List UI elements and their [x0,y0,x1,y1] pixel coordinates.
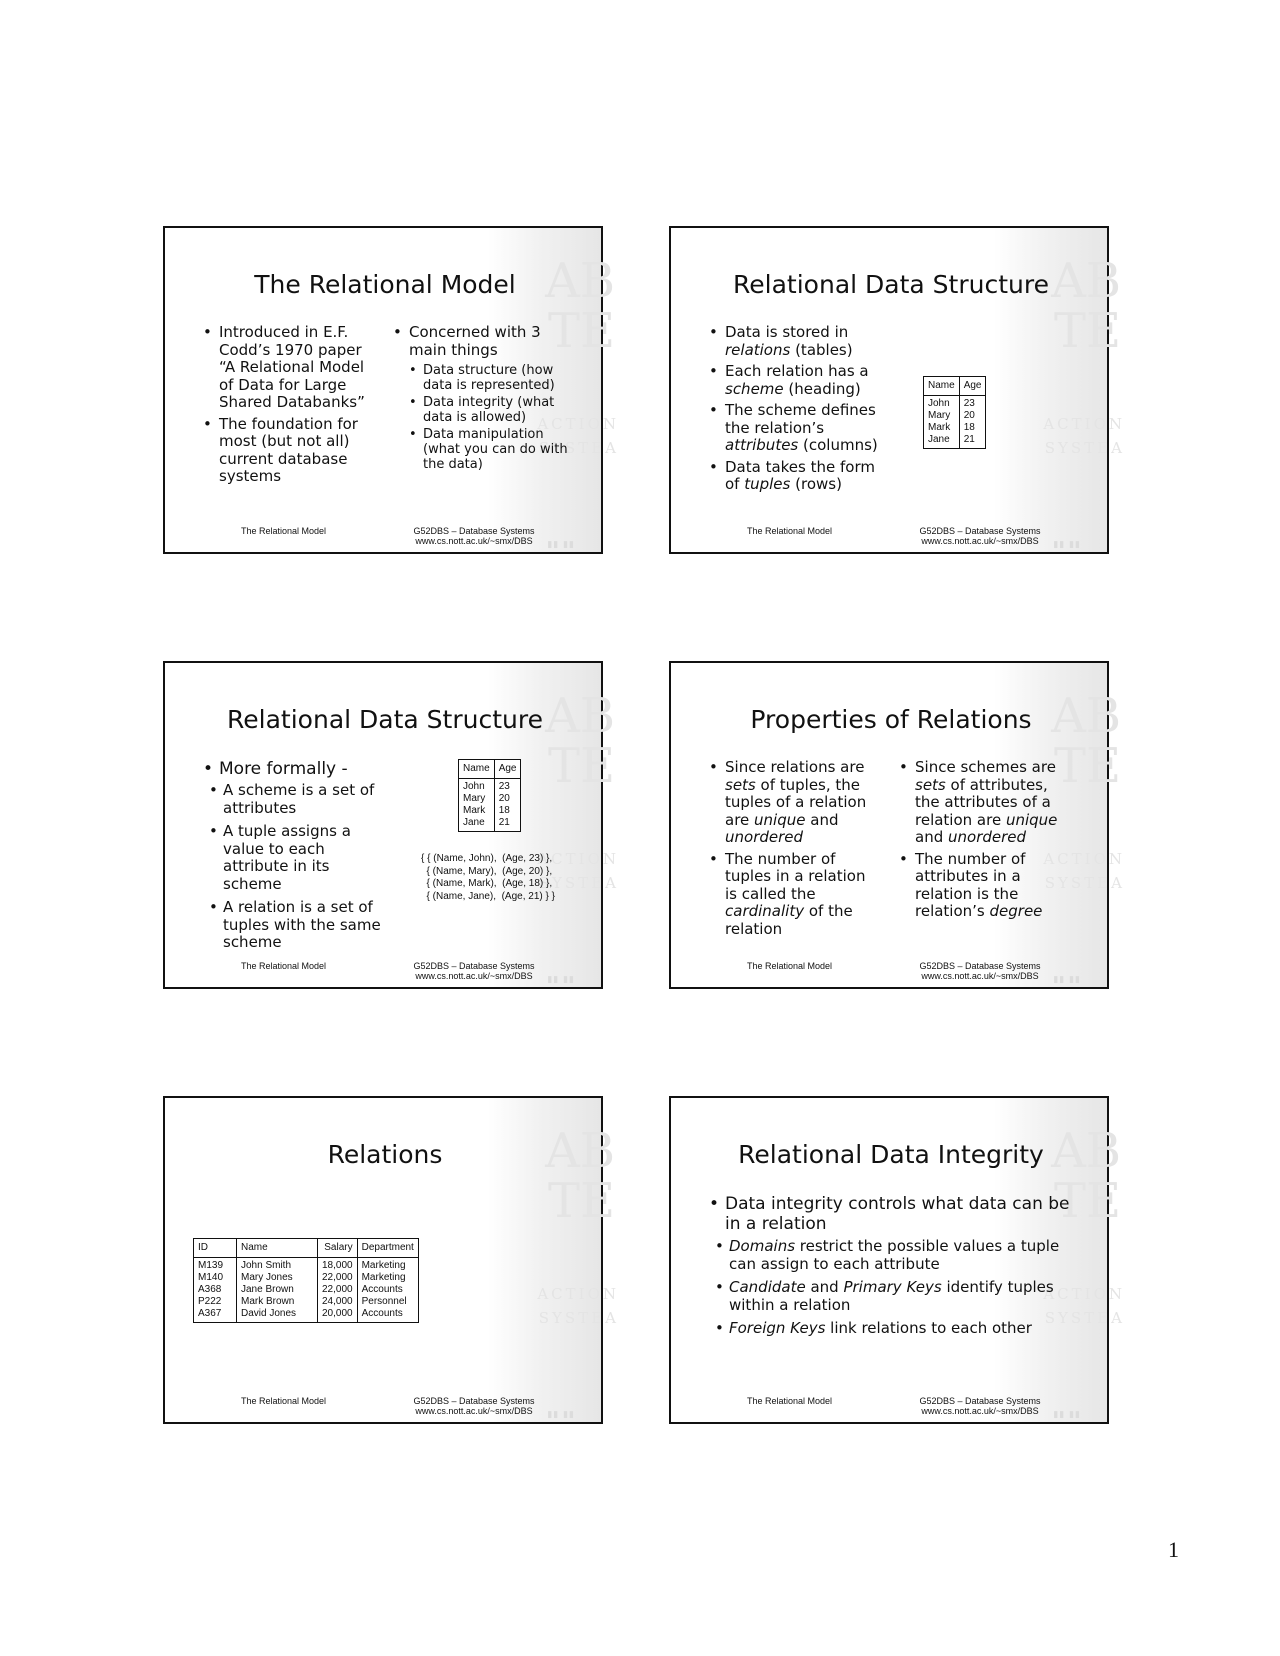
bullet-item: • Concerned with 3 main things [393,324,577,359]
table-row: John 23 [459,779,521,794]
footer-left: The Relational Model [747,961,833,971]
watermark-letters: AB TE [1051,253,1121,359]
table-header: Name [237,1239,318,1258]
watermark-text: ACTION SYSTEA [1043,850,1125,892]
slide-title: Properties of Relations [750,705,1032,734]
slide-title: The Relational Model [254,270,516,299]
bullet-item: • Since schemes are sets of attributes, the attributes of a relation are unique and unordered [899,759,1071,847]
employee-table [193,1238,419,1323]
bullet-item: • The number of attributes in a relation is the relation’s degree [899,851,1071,921]
left-column [709,759,881,942]
table-header: Age [959,377,986,396]
table-header: Name [924,377,960,396]
watermark-letters: AB TE [1051,1123,1121,1229]
watermark-letters: AB TE [1051,688,1121,794]
table-header: Age [494,760,521,779]
right-column [393,324,577,474]
slide-4 [669,661,1125,989]
table-row: Jane 21 [459,817,521,832]
footer-right: G52DBS – Database Systems www.cs.nott.ac.uk/~smx/DBS [919,961,1041,981]
table-header: Department [357,1239,418,1258]
page-number: 1 [1168,1537,1179,1562]
bullet-item: • More formally - [203,759,383,779]
sub-bullet-item: • A scheme is a set of attributes [209,782,383,817]
watermark-text: ACTION SYSTEA [537,1285,619,1327]
table-header: Name [459,760,495,779]
sub-bullet-item: • A tuple assigns a value to each attribute in its scheme [209,823,383,893]
bullet-list [709,1194,1089,1344]
slide-title: Relational Data Integrity [738,1140,1044,1169]
footer-right: G52DBS – Database Systems www.cs.nott.ac.uk/~smx/DBS [413,526,535,546]
bullet-item: • The number of tuples in a relation is called the cardinality of the relation [709,851,881,939]
footer-left: The Relational Model [241,526,327,536]
table-header: Salary [318,1239,358,1258]
slide-6 [669,1096,1125,1424]
table-row: M139 John Smith 18,000 Marketing [194,1258,419,1273]
name-age-table [458,759,521,832]
right-column [899,759,1071,925]
table-row: Mark 18 [459,805,521,817]
table-row: Jane 21 [924,434,986,449]
sub-bullet-item: • Data integrity (what data is allowed) [409,395,577,425]
slide-title: Relations [327,1140,443,1169]
watermark-bars: ▮▮ ▮▮ [547,975,575,985]
table-row: A368 Jane Brown 22,000 Accounts [194,1284,419,1296]
table-row: A367 David Jones 20,000 Accounts [194,1308,419,1323]
tuple-set-notation: { { (Name, John), (Age, 23) }, { (Name, Mary), (Age, 20) }, { (Name, Mark), (Age, 18) }, { (Name, Jane), (Age, 21) } } [421,853,555,902]
slide-2 [669,226,1125,554]
slide-title: Relational Data Structure [733,270,1049,299]
bullet-item: • Introduced in E.F. Codd’s 1970 paper “A Relational Model of Data for Large Shared Databanks” [203,324,375,412]
bullet-item: • The scheme defines the relation’s attributes (columns) [709,402,885,455]
watermark-text: ACTION SYSTEA [537,415,619,457]
bullet-list [709,324,885,498]
watermark-bars: ▮▮ ▮▮ [1053,1410,1081,1420]
sub-bullet-item: • Domains restrict the possible values a tuple can assign to each attribute [715,1238,1089,1273]
table-row: Mary 20 [924,410,986,422]
watermark-text: ACTION SYSTEA [1043,415,1125,457]
slide-3 [163,661,619,989]
footer-right: G52DBS – Database Systems www.cs.nott.ac.uk/~smx/DBS [919,526,1041,546]
watermark-letters: AB TE [545,688,615,794]
bullet-item: • Each relation has a scheme (heading) [709,363,885,398]
footer-right: G52DBS – Database Systems www.cs.nott.ac.uk/~smx/DBS [919,1396,1041,1416]
slide-1 [163,226,619,554]
footer-right: G52DBS – Database Systems www.cs.nott.ac.uk/~smx/DBS [413,1396,535,1416]
watermark-text: ACTION SYSTEA [1043,1285,1125,1327]
bullet-list [203,759,383,958]
watermark-bars: ▮▮ ▮▮ [1053,540,1081,550]
footer-left: The Relational Model [747,1396,833,1406]
footer-right: G52DBS – Database Systems www.cs.nott.ac.uk/~smx/DBS [413,961,535,981]
sub-bullet-item: • Data structure (how data is represented) [409,363,577,393]
watermark-bars: ▮▮ ▮▮ [547,1410,575,1420]
footer-left: The Relational Model [747,526,833,536]
table-row: Mary 20 [459,793,521,805]
table-header: ID [194,1239,237,1258]
bullet-item: • Data integrity controls what data can be in a relation [709,1194,1089,1234]
slide-title: Relational Data Structure [227,705,543,734]
watermark-bars: ▮▮ ▮▮ [1053,975,1081,985]
sub-bullet-item: • A relation is a set of tuples with the same scheme [209,899,383,952]
bullet-item: • Data is stored in relations (tables) [709,324,885,359]
name-age-table [923,376,986,449]
watermark-letters: AB TE [545,1123,615,1229]
bullet-item: • Data takes the form of tuples (rows) [709,459,885,494]
watermark-letters: AB TE [545,253,615,359]
table-row: M140 Mary Jones 22,000 Marketing [194,1272,419,1284]
table-row: John 23 [924,396,986,411]
slide-5 [163,1096,619,1424]
table-row: Mark 18 [924,422,986,434]
footer-left: The Relational Model [241,1396,327,1406]
bullet-item: • The foundation for most (but not all) current database systems [203,416,375,486]
watermark-bars: ▮▮ ▮▮ [547,540,575,550]
bullet-item: • Since relations are sets of tuples, the tuples of a relation are unique and unordered [709,759,881,847]
sub-bullet-item: • Data manipulation (what you can do with the data) [409,427,577,472]
left-column [203,324,375,490]
sub-bullet-item: • Candidate and Primary Keys identify tuples within a relation [715,1279,1089,1314]
watermark-text: ACTION SYSTEA [537,850,619,892]
sub-bullet-item: • Foreign Keys link relations to each other [715,1320,1089,1338]
footer-left: The Relational Model [241,961,327,971]
table-row: P222 Mark Brown 24,000 Personnel [194,1296,419,1308]
